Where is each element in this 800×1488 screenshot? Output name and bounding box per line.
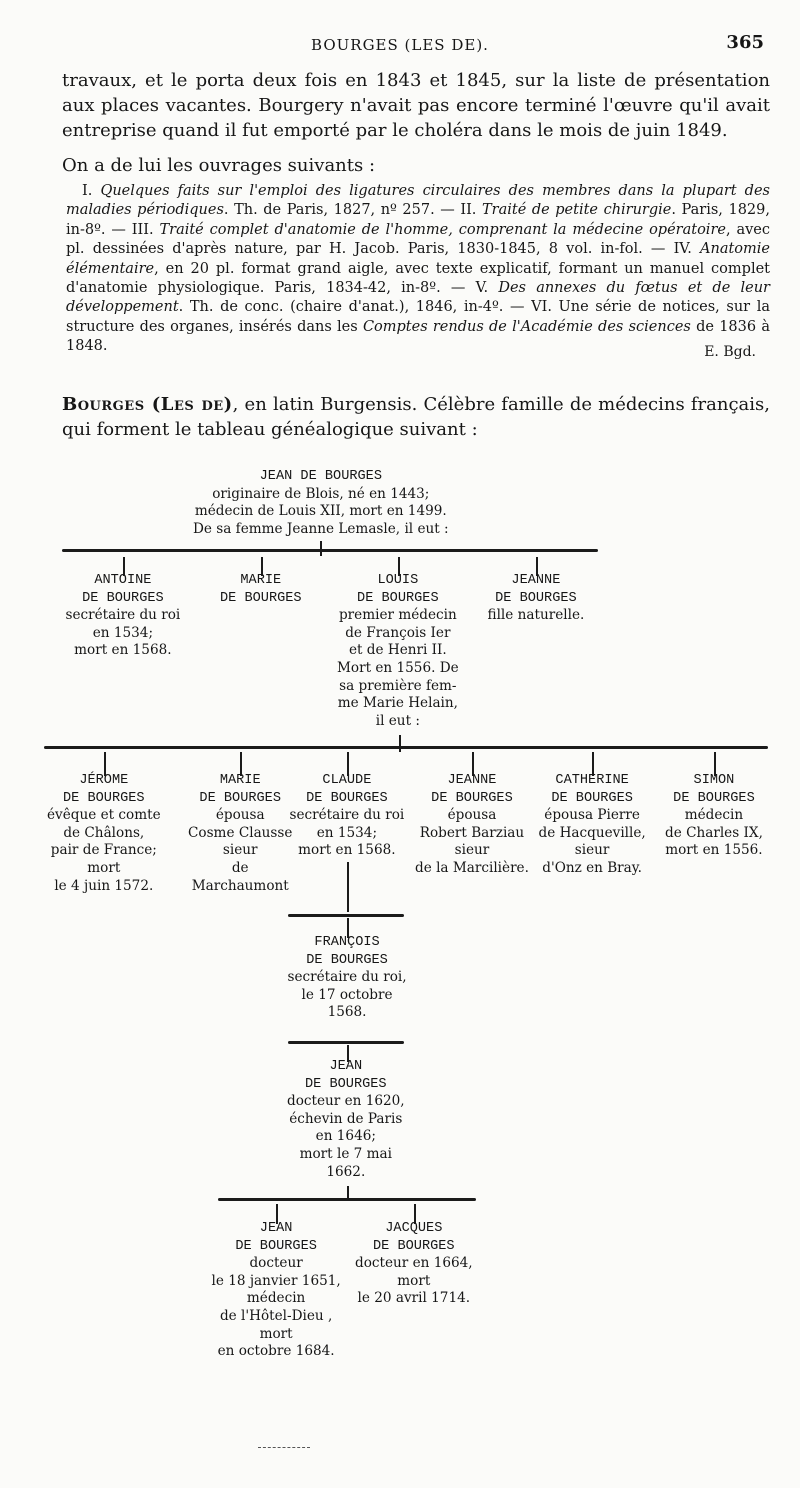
person-name: JÉROME (79, 773, 129, 788)
person-node (220, 572, 302, 607)
person-name: MARIE (219, 773, 261, 788)
work-title: Anatomie élémentaire (66, 241, 770, 277)
person-description: en 1534; (316, 824, 378, 841)
person-description: De sa femme Jeanne Lemasle, il eut : (193, 520, 449, 537)
person-description: mort en 1568. (74, 642, 172, 659)
person-name: DE BOURGES (82, 590, 164, 606)
bibliography (66, 182, 770, 357)
person-node (288, 934, 407, 1022)
person-name: ANTOINE (94, 573, 152, 588)
person-name: CATHERINE (555, 773, 629, 788)
person-description: évêque et comte (47, 807, 161, 824)
tree-connector (347, 1186, 349, 1198)
tree-connector (399, 735, 401, 752)
person-description: le 20 avril 1714. (357, 1290, 471, 1307)
person-description: le 4 juin 1572. (54, 877, 154, 894)
reference-text: . Th. de Paris, 1827, nº 257. — II. (223, 202, 482, 219)
person-description: de François Ier (345, 624, 451, 641)
person-description: en 1646; (315, 1128, 376, 1145)
person-description: de Hacqueville, (538, 824, 646, 841)
person-description: mort le 7 mai (299, 1145, 392, 1162)
person-description: d'Onz en Bray. (542, 859, 642, 876)
person-description: secrétaire du roi (289, 807, 405, 824)
person-description: en octobre 1684. (217, 1343, 335, 1360)
person-description: il eut : (375, 712, 420, 729)
person-description: médecin de Louis XII, mort en 1499. (194, 503, 447, 520)
person-description: mort en 1556. (665, 842, 763, 859)
person-name: DE BOURGES (199, 790, 281, 806)
person-description: 1662. (326, 1163, 366, 1180)
footer-rule (258, 1447, 310, 1448)
person-description: en 1534; (92, 624, 154, 641)
person-description: Cosme Clausse (188, 824, 293, 841)
person-description: docteur en 1620, (287, 1093, 405, 1110)
entry-headword: Bourges (Les de) (62, 394, 233, 415)
person-name: CLAUDE (322, 773, 372, 788)
person-node (290, 772, 405, 860)
person-description: médecin (246, 1290, 306, 1307)
person-description: sieur (454, 842, 490, 859)
person-node (287, 1058, 405, 1181)
person-description: Marchaumont (191, 877, 289, 894)
reference-text: . Th. de conc. (chaire d'anat.), 1846, in-4º. — VI. Une série de notices, sur la structure des organes, insérés dans les (66, 299, 770, 335)
person-description: secrétaire du roi, (287, 969, 407, 986)
reference-text: . Paris, 1829, in-8º. — III. (66, 202, 770, 238)
person-name: DE BOURGES (306, 952, 388, 968)
person-name: JACQUES (385, 1221, 443, 1236)
person-description: sa première fem- (339, 677, 457, 694)
reference-text: de 1836 à 1848. (66, 318, 770, 355)
person-description: de l'Hôtel-Dieu , (219, 1307, 333, 1324)
person-node (539, 772, 646, 878)
reference-text: I. (82, 183, 101, 199)
person-name: JEANNE (447, 773, 497, 788)
person-node (665, 772, 763, 860)
work-title: Comptes rendus de l'Académie des sciences (362, 318, 691, 335)
generation-bracket (44, 746, 768, 749)
person-name: DE BOURGES (235, 1238, 317, 1254)
person-name: DE BOURGES (551, 790, 633, 806)
person-description: médecin (684, 807, 744, 824)
person-description: mort (87, 859, 121, 876)
person-node (488, 572, 585, 625)
work-title: Traité de petite chirurgie (481, 202, 672, 219)
generation-bracket (288, 914, 404, 917)
person-description: Mort en 1556. De (337, 659, 459, 676)
person-description: docteur (249, 1255, 303, 1272)
person-description: mort (397, 1272, 431, 1289)
person-description: échevin de Paris (289, 1110, 403, 1127)
person-description: de (231, 859, 249, 876)
person-description: 1568. (327, 1004, 367, 1021)
reference-text: , avec pl. dessinées d'après nature, par H. Jacob. Paris, 1830-1845, 8 vol. in-fol. — IV. (66, 221, 770, 258)
reference-text: , en 20 pl. format grand aigle, avec texte explicatif, formant un manuel complet d'anatomie physiologique. Paris, 1834-42, in-8º. — V. (66, 260, 770, 297)
person-node (415, 772, 529, 878)
person-description: Robert Barziau (419, 824, 525, 841)
person-name: JEAN (259, 1221, 293, 1236)
person-description: de Charles IX, (665, 824, 763, 841)
person-description: de Châlons, (63, 824, 145, 841)
person-name: DE BOURGES (306, 790, 388, 806)
person-name: MARIE (240, 573, 282, 588)
person-name: DE BOURGES (673, 790, 755, 806)
root-ancestor (193, 468, 449, 538)
generation-bracket (218, 1198, 476, 1201)
person-node (66, 572, 181, 660)
person-description: sieur (222, 842, 258, 859)
work-title: Quelques faits sur l'emploi des ligatures circulaires des membres dans la plupart des maladies périodiques (66, 183, 770, 219)
person-description: et de Henri II. (348, 642, 447, 659)
person-name: JEANNE (511, 573, 561, 588)
person-node (355, 1220, 473, 1308)
person-name: DE BOURGES (63, 790, 145, 806)
person-description: épousa (215, 807, 265, 824)
person-name: DE BOURGES (373, 1238, 455, 1254)
person-name: SIMON (693, 773, 735, 788)
person-name: DE BOURGES (220, 590, 302, 606)
entry-intro (62, 392, 770, 442)
person-description: me Marie Helain, (337, 695, 458, 712)
person-name: FRANÇOIS (314, 935, 380, 950)
person-name: DE BOURGES (495, 590, 577, 606)
person-node (212, 1220, 341, 1361)
person-node (337, 572, 459, 730)
works-intro: On a de lui les ouvrages suivants : (62, 155, 376, 176)
work-title: Traité complet d'anatomie de l'homme, comprenant la médecine opératoire (159, 221, 726, 238)
person-description: sieur (574, 842, 610, 859)
generation-bracket (288, 1041, 404, 1044)
tree-connector (347, 862, 349, 912)
person-node (188, 772, 292, 895)
person-name: DE BOURGES (357, 590, 439, 606)
person-description: le 18 janvier 1651, (211, 1272, 341, 1289)
person-description: secrétaire du roi (65, 607, 181, 624)
person-description: de la Marcilière. (415, 859, 529, 876)
person-description: mort (259, 1325, 293, 1342)
page-number: 365 (726, 32, 764, 53)
entry-intro-text: , en latin Burgensis. Célèbre famille de médecins français, qui forment le tableau généalogique suivant : (62, 394, 771, 440)
person-name: DE BOURGES (305, 1076, 387, 1092)
running-title: BOURGES (LES DE). (311, 36, 489, 54)
person-name: DE BOURGES (431, 790, 513, 806)
person-description: épousa (447, 807, 497, 824)
prev-article-paragraph: travaux, et le porta deux fois en 1843 et 1845, sur la liste de présentation aux places vacantes. Bourgery n'avait pas encore terminé l'œuvre qu'il avait entreprise quand il fut emporté par le choléra dans le mois de juin 1849. (62, 70, 770, 141)
person-name: JEAN (329, 1059, 363, 1074)
person-description: premier médecin (338, 607, 457, 624)
author-signature: E. Bgd. (704, 344, 756, 360)
person-description: le 17 octobre (301, 986, 393, 1003)
generation-bracket (62, 549, 598, 552)
running-header (0, 32, 800, 58)
person-description: mort en 1568. (298, 842, 396, 859)
person-description: docteur en 1664, (355, 1255, 473, 1272)
person-name: LOUIS (377, 573, 419, 588)
person-name: JEAN DE BOURGES (259, 469, 382, 484)
work-title: Des annexes du fœtus et de leur développement (66, 280, 770, 316)
person-node (47, 772, 161, 895)
person-description: pair de France; (50, 842, 157, 859)
person-description: originaire de Blois, né en 1443; (212, 485, 430, 502)
person-description: fille naturelle. (487, 607, 585, 624)
person-description: épousa Pierre (544, 807, 640, 824)
